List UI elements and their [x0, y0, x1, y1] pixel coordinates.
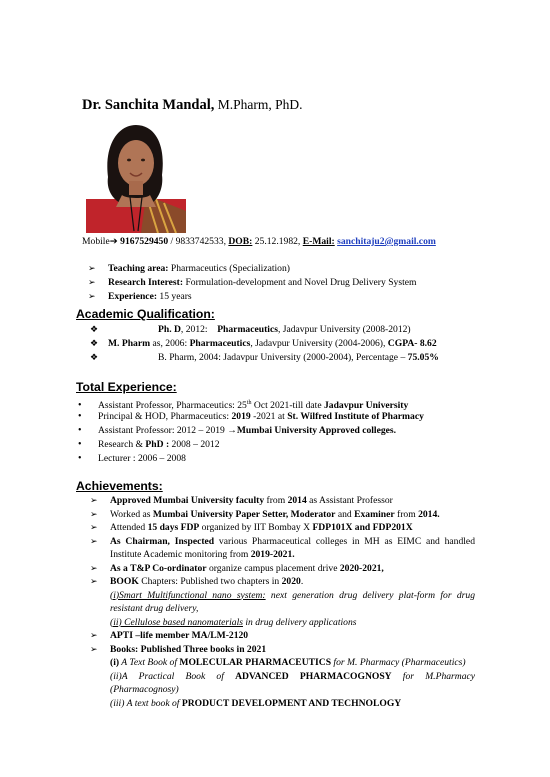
academic-heading: Academic Qualification: [76, 307, 215, 321]
dot-bullet-icon: • [78, 400, 82, 412]
list-item: ➢ BOOK Chapters: Published two chapters in 2020. [90, 576, 304, 587]
arrow-bullet-icon: ➢ [90, 508, 98, 519]
candidate-name: Dr. Sanchita Mandal, [82, 97, 215, 113]
arrow-bullet-icon: ➢ [90, 630, 98, 640]
degrees: M.Pharm, PhD. [214, 97, 303, 112]
profile-photo [86, 115, 186, 233]
arrow-bullet-icon: ➢ [90, 535, 98, 546]
list-item: ➢ Worked as Mumbai University Paper Setter, Moderator and Examiner from 2014. [90, 508, 440, 520]
dot-bullet-icon: • [78, 453, 82, 464]
list-item: • Assistant Professor: 2012 – 2019 →Mumbai University Approved colleges. [78, 425, 397, 436]
arrow-bullet-icon: ➢ [88, 277, 96, 287]
experience-list [78, 396, 424, 466]
dob-label: DOB: [228, 236, 253, 247]
book-3: (iii) A text book of PRODUCT DEVELOPMENT AND TECHNOLOGY [110, 697, 402, 709]
arrow-bullet-icon: ➢ [90, 495, 98, 505]
academic-list [90, 322, 439, 364]
arrow-bullet-icon: ➢ [90, 576, 98, 586]
summary-item: ➢ Experience: 15 years [88, 291, 192, 302]
list-item: ➢ As Chairman, Inspected various Pharmaceutical colleges in MH as EIMC and handled Institute Academic monitoring from 2019-2021. [90, 535, 475, 560]
list-item: ➢ Approved Mumbai University faculty from 2014 as Assistant Professor [90, 495, 393, 506]
phone-number-2: / 9833742533, [168, 236, 229, 247]
dot-bullet-icon: • [78, 411, 82, 422]
arrow-bullet-icon: ➢ [90, 562, 98, 573]
diamond-bullet-icon: ❖ [90, 338, 99, 348]
dot-bullet-icon: • [78, 425, 82, 436]
email-label: E-Mail: [302, 236, 335, 247]
arrow-bullet-icon: ➢ [90, 643, 98, 654]
list-item: ❖ B. Pharm, 2004: Jadavpur University (2000-2004), Percentage – 75.05% [90, 352, 439, 363]
dob-value: 25.12.1982, [252, 236, 303, 247]
book-1: (i) A Text Book of MOLECULAR PHARMACEUTICS for M. Pharmacy (Pharmaceutics) [110, 657, 466, 668]
achievements-list [90, 494, 475, 710]
list-item: ❖ Ph. D, 2012: Pharmaceutics, Jadavpur University (2008-2012) [90, 324, 411, 335]
list-item: • Principal & HOD, Pharmaceutics: 2019 -2021 at St. Wilfred Institute of Pharmacy [78, 411, 424, 422]
summary-item: ➢ Teaching area: Pharmaceutics (Specialization) [88, 263, 290, 274]
list-item: • Lecturer : 2006 – 2008 [78, 453, 186, 464]
dot-bullet-icon: • [78, 439, 82, 450]
contact-line [82, 236, 436, 247]
list-item: ➢ Attended 15 days FDP organized by IIT Bombay X FDP101X and FDP201X [90, 522, 413, 533]
arrow-bullet-icon: ➢ [90, 522, 98, 532]
phone-number-1: 9167529450 [120, 236, 169, 247]
diamond-bullet-icon: ❖ [90, 324, 99, 334]
list-item: ❖ M. Pharm as, 2006: Pharmaceutics, Jadavpur University (2004-2006), CGPA- 8.62 [90, 338, 437, 349]
mobile-label: Mobile [82, 236, 110, 247]
name-line [82, 97, 303, 114]
list-item: • Assistant Professor, Pharmaceutics: 25th Oct 2021-till date Jadavpur University [78, 400, 409, 412]
book-chapter-1: (i)Smart Multifunctional nano system: next generation drug delivery plat-form for drug resistant drug delivery, [110, 589, 475, 614]
book-chapter-2: (ii) Cellulose based nanomaterials in drug delivery applications [110, 616, 357, 628]
book-2: (ii)A Practical Book of ADVANCED PHARMACOGNOSY for M.Pharmacy (Pharmacognosy) [110, 670, 476, 695]
list-item: ➢ APTI –life member MA/LM-2120 [90, 630, 249, 641]
arrow-bullet-icon: ➢ [88, 263, 96, 273]
achievements-heading: Achievements: [76, 479, 163, 493]
list-item: • Research & PhD : 2008 – 2012 [78, 439, 220, 450]
list-item: ➢ As a T&P Co-ordinator organize campus placement drive 2020-2021, [90, 562, 384, 574]
summary-item: ➢ Research Interest: Formulation-development and Novel Drug Delivery System [88, 277, 417, 288]
arrow-right-icon: ➔ [109, 236, 118, 247]
experience-heading: Total Experience: [76, 380, 177, 394]
email-link[interactable]: sanchitaju2@gmail.com [337, 236, 436, 247]
arrow-bullet-icon: ➢ [88, 291, 96, 301]
list-item: ➢ Books: Published Three books in 2021 [90, 643, 267, 655]
diamond-bullet-icon: ❖ [90, 352, 99, 362]
